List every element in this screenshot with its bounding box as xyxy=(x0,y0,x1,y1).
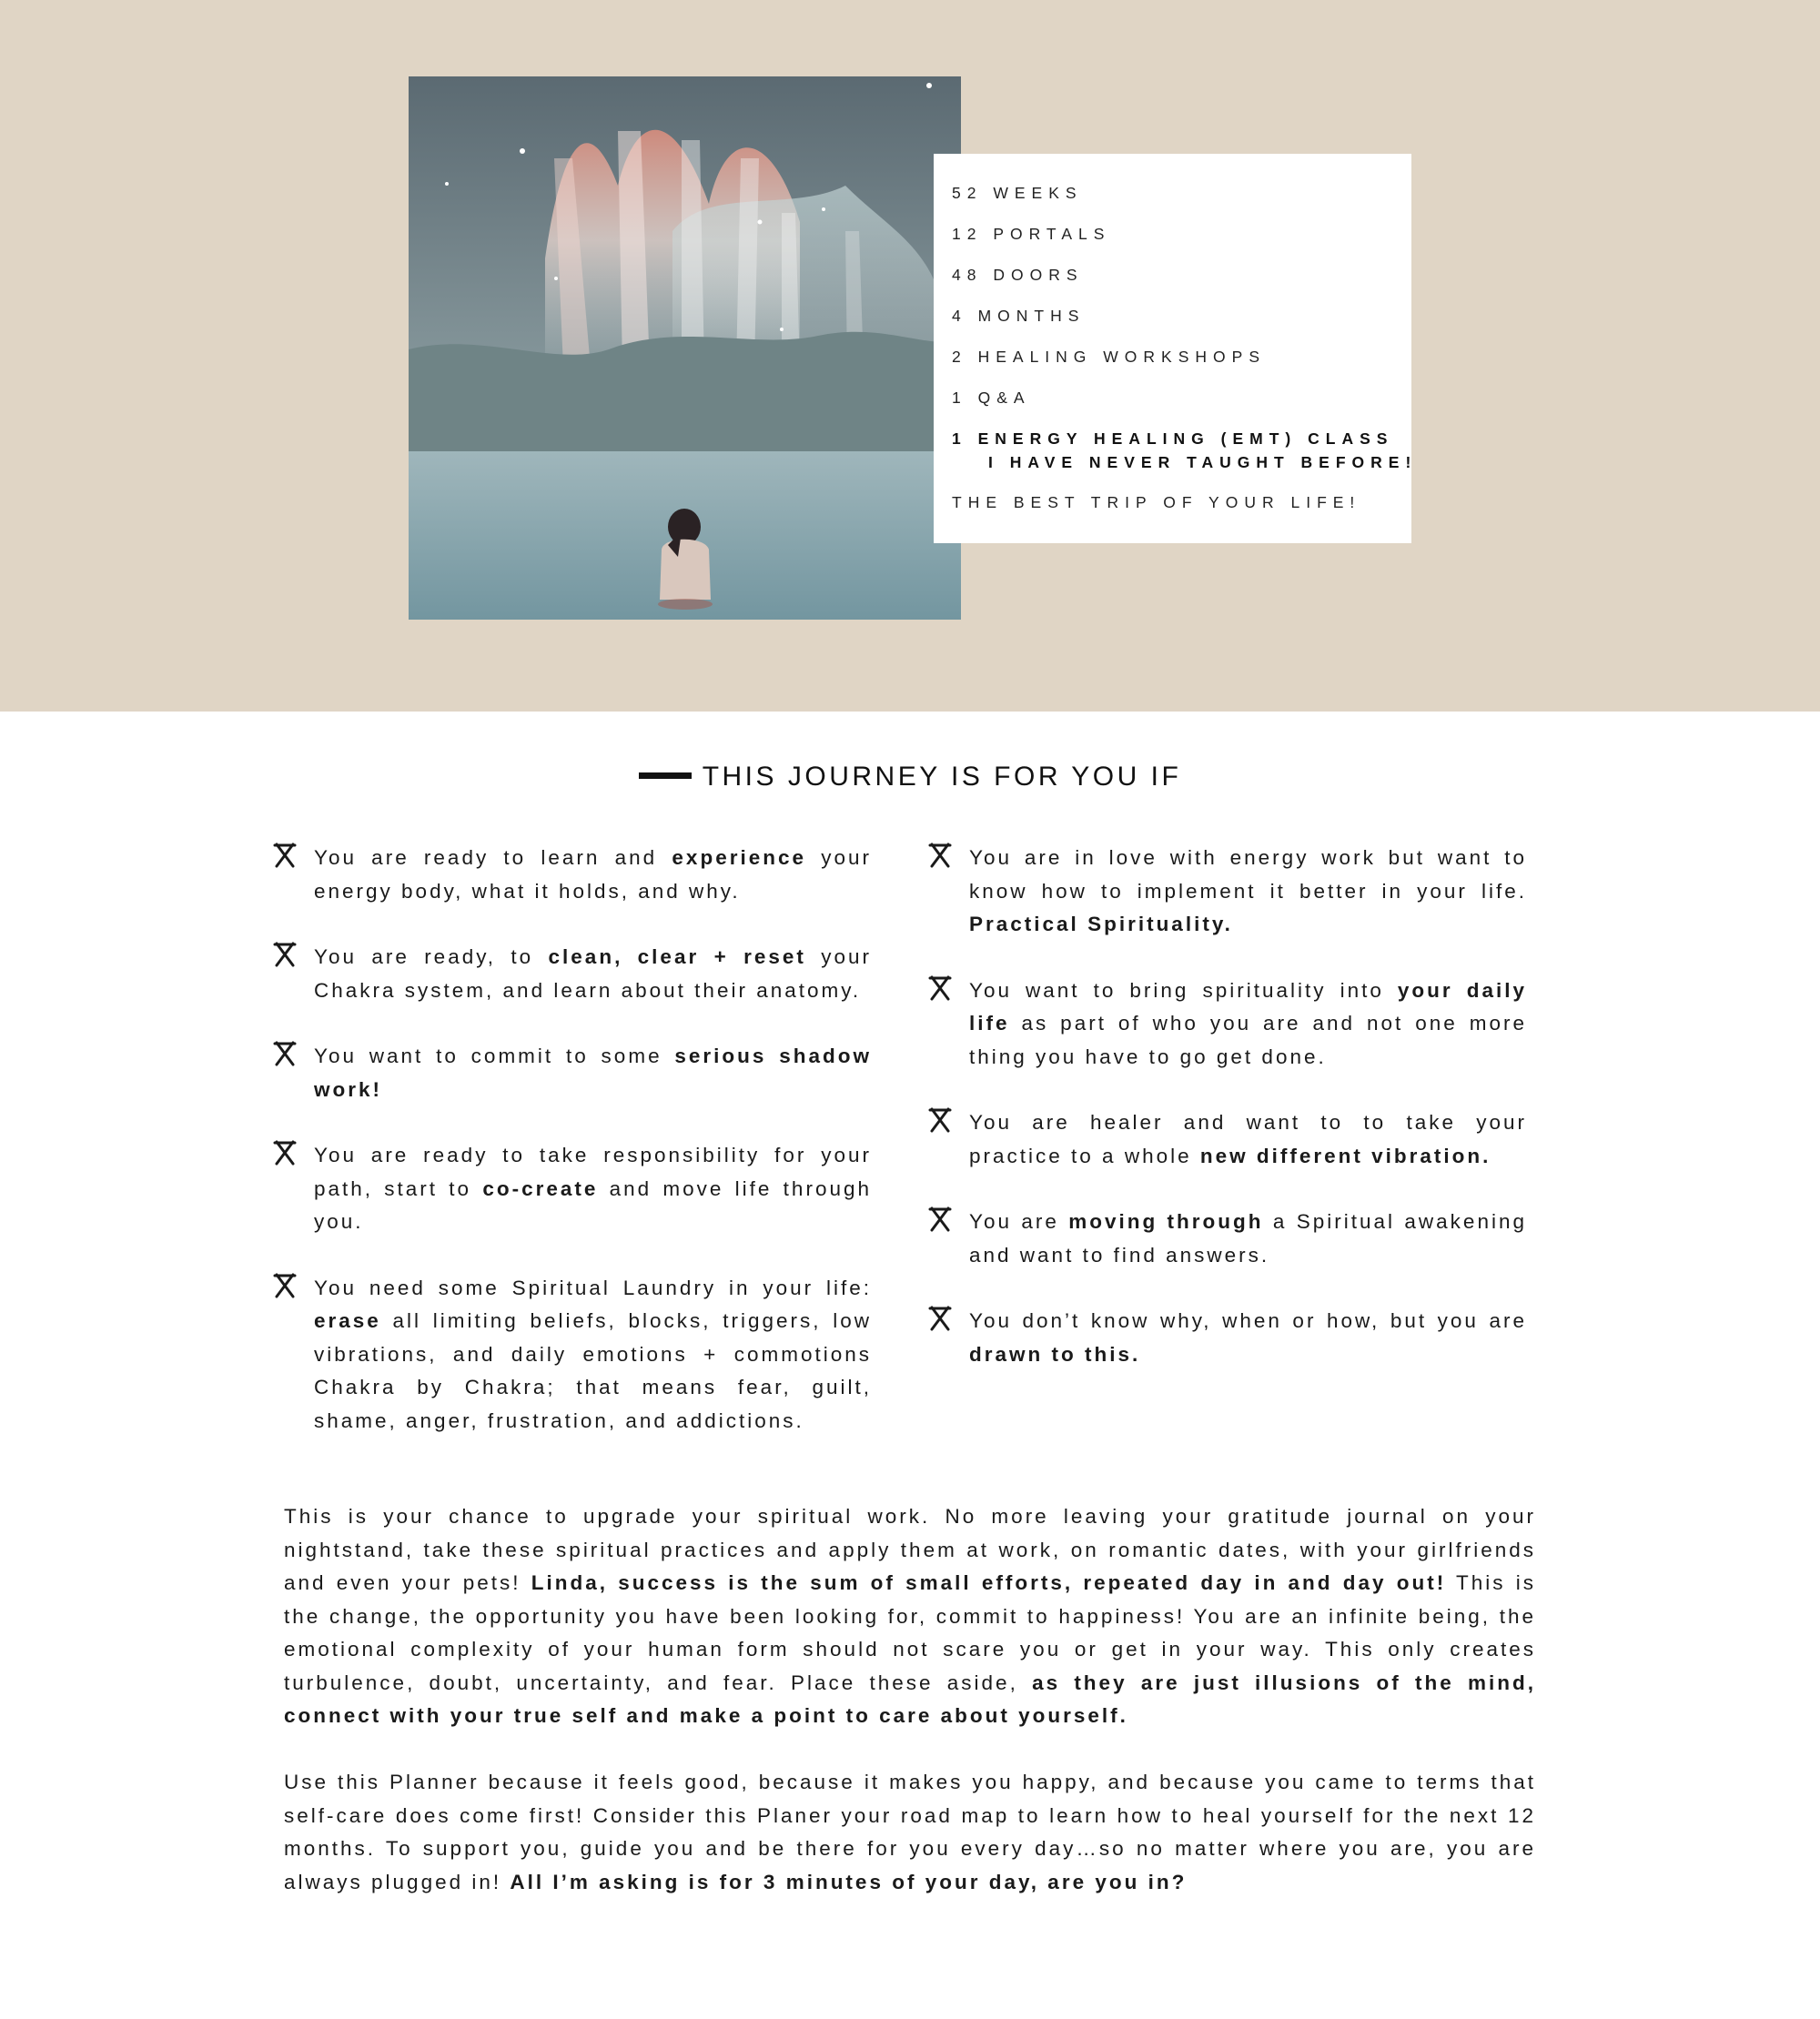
journey-item xyxy=(928,1305,1536,1371)
bold-text: co-create xyxy=(482,1176,599,1200)
body-text: You want to bring spirituality into xyxy=(969,978,1398,1002)
body-text: your Chakra system, and learn about their anatomy. xyxy=(314,945,881,1002)
journey-item xyxy=(273,842,881,908)
x-mark-icon xyxy=(273,941,297,968)
fact-qa: 1 Q&A xyxy=(952,389,1031,407)
journey-item-text xyxy=(969,1106,1536,1173)
journey-item-text xyxy=(314,1139,881,1239)
aurora-lake-photo xyxy=(409,76,961,620)
body-text: a Spiritual awakening and want to find answers. xyxy=(969,1210,1536,1267)
body-text: You are ready to learn and xyxy=(314,846,672,869)
x-mark-icon xyxy=(928,842,952,869)
body-text: You are ready, to xyxy=(314,945,549,968)
bold-text: All I’m asking is for 3 minutes of your day, are you in? xyxy=(510,1870,1188,1893)
aurora-photo-graphic xyxy=(409,76,961,620)
journey-item xyxy=(273,941,881,1007)
fact-emt-line2: I HAVE NEVER TAUGHT BEFORE! xyxy=(988,453,1418,471)
body-text: You are xyxy=(969,1210,1069,1233)
body-text: This is your chance to upgrade your spiritual work. No more leaving your gratitude journal on your nightstand, take these spiritual practices and apply them at work, on romantic dates, with your girlfriends and even your pets! xyxy=(284,1505,1545,1594)
x-mark-icon xyxy=(273,1040,297,1067)
bold-text: Linda, success is the sum of small efforts, repeated day in and day out! xyxy=(531,1571,1447,1594)
bold-text: Practical Spirituality. xyxy=(969,913,1233,935)
body-text: You need some Spiritual Laundry in your life: xyxy=(314,1276,881,1299)
bold-text: drawn to this. xyxy=(969,1342,1141,1366)
bold-text: experience xyxy=(672,846,806,869)
planner-paragraph xyxy=(284,1766,1545,1899)
section-heading xyxy=(0,752,1820,803)
heading-dash xyxy=(639,772,692,779)
fact-best-trip: THE BEST TRIP OF YOUR LIFE! xyxy=(952,493,1361,511)
journey-item xyxy=(928,842,1536,942)
fact-weeks: 52 WEEKS xyxy=(952,184,1083,202)
fact-emt-line1: 1 ENERGY HEALING (EMT) CLASS xyxy=(952,429,1394,448)
hero-banner xyxy=(0,0,1820,712)
journey-item xyxy=(273,1040,881,1106)
x-mark-icon xyxy=(273,1139,297,1166)
facts-card xyxy=(934,154,1418,543)
journey-item-text xyxy=(314,941,881,1007)
body-text: your energy body, what it holds, and why. xyxy=(314,846,881,903)
journey-item xyxy=(928,1206,1536,1272)
x-mark-icon xyxy=(273,1272,297,1299)
fact-portals: 12 PORTALS xyxy=(952,225,1111,243)
bold-text: serious shadow work! xyxy=(314,1045,881,1101)
x-mark-icon xyxy=(928,1305,952,1332)
bold-text: clean, clear + reset xyxy=(548,945,806,968)
x-mark-icon xyxy=(273,842,297,869)
journey-list-left xyxy=(273,842,881,1470)
intro-paragraph xyxy=(284,1500,1545,1733)
body-text: You are in love with energy work but want to know how to implement it better in your life. xyxy=(969,846,1536,903)
journey-item-text xyxy=(969,974,1536,1075)
body-text: You want to commit to some xyxy=(314,1045,675,1067)
body-text: You are healer and want to to take your practice to a whole xyxy=(969,1111,1536,1167)
bold-text: your daily life xyxy=(969,978,1536,1035)
journey-item-text xyxy=(969,1305,1536,1371)
body-text: You are ready to take responsibility for your path, start to xyxy=(314,1144,881,1200)
journey-item xyxy=(273,1139,881,1239)
x-mark-icon xyxy=(928,1206,952,1233)
fact-doors: 48 DOORS xyxy=(952,266,1084,284)
bold-text: new different vibration. xyxy=(1199,1144,1491,1167)
journey-item xyxy=(273,1272,881,1439)
x-mark-icon xyxy=(928,974,952,1002)
body-text: as part of who you are and not one more thing you have to go get done. xyxy=(969,1012,1536,1068)
bold-text: moving through xyxy=(1068,1210,1264,1233)
journey-item-text xyxy=(969,842,1536,942)
journey-item-text xyxy=(314,1040,881,1106)
body-text: This is the change, the opportunity you have been looking for, commit to happiness! You are an infinite being, the emotional complexity of your human form should not scare you or get in your way. This only creates turbulence, doubt, uncertainty, and fear. Place these aside, xyxy=(284,1571,1545,1694)
journey-list-right xyxy=(928,842,1536,1404)
heading-text: THIS JOURNEY IS FOR YOU IF xyxy=(702,762,1182,792)
body-text: and move life through you. xyxy=(314,1176,881,1233)
journey-item xyxy=(928,974,1536,1075)
journey-item-text xyxy=(969,1206,1536,1272)
journey-item xyxy=(928,1106,1536,1173)
x-mark-icon xyxy=(928,1106,952,1134)
body-text: Use this Planner because it feels good, because it makes you happy, and because you came to terms that self-care does come first! Consider this Planer your road map to learn how to heal yourself for the next 12 months. To support you, guide you and be there for you every day…so no matter where you are, you are always plugged in! xyxy=(284,1771,1545,1893)
journey-item-text xyxy=(314,1272,881,1439)
body-text: all limiting beliefs, blocks, triggers, low vibrations, and daily emotions + commotions Chakra by Chakra; that means fear, guilt, shame, anger, frustration, and addictions. xyxy=(314,1309,881,1432)
bold-text: erase xyxy=(314,1309,381,1332)
fact-months: 4 MONTHS xyxy=(952,307,1086,325)
bold-text: as they are just illusions of the mind, connect with your true self and make a point to care about yourself. xyxy=(284,1671,1545,1727)
body-text: You don’t know why, when or how, but you are xyxy=(969,1309,1536,1332)
fact-workshops: 2 HEALING WORKSHOPS xyxy=(952,348,1266,366)
journey-item-text xyxy=(314,842,881,908)
fact-emt-class xyxy=(952,427,1418,474)
